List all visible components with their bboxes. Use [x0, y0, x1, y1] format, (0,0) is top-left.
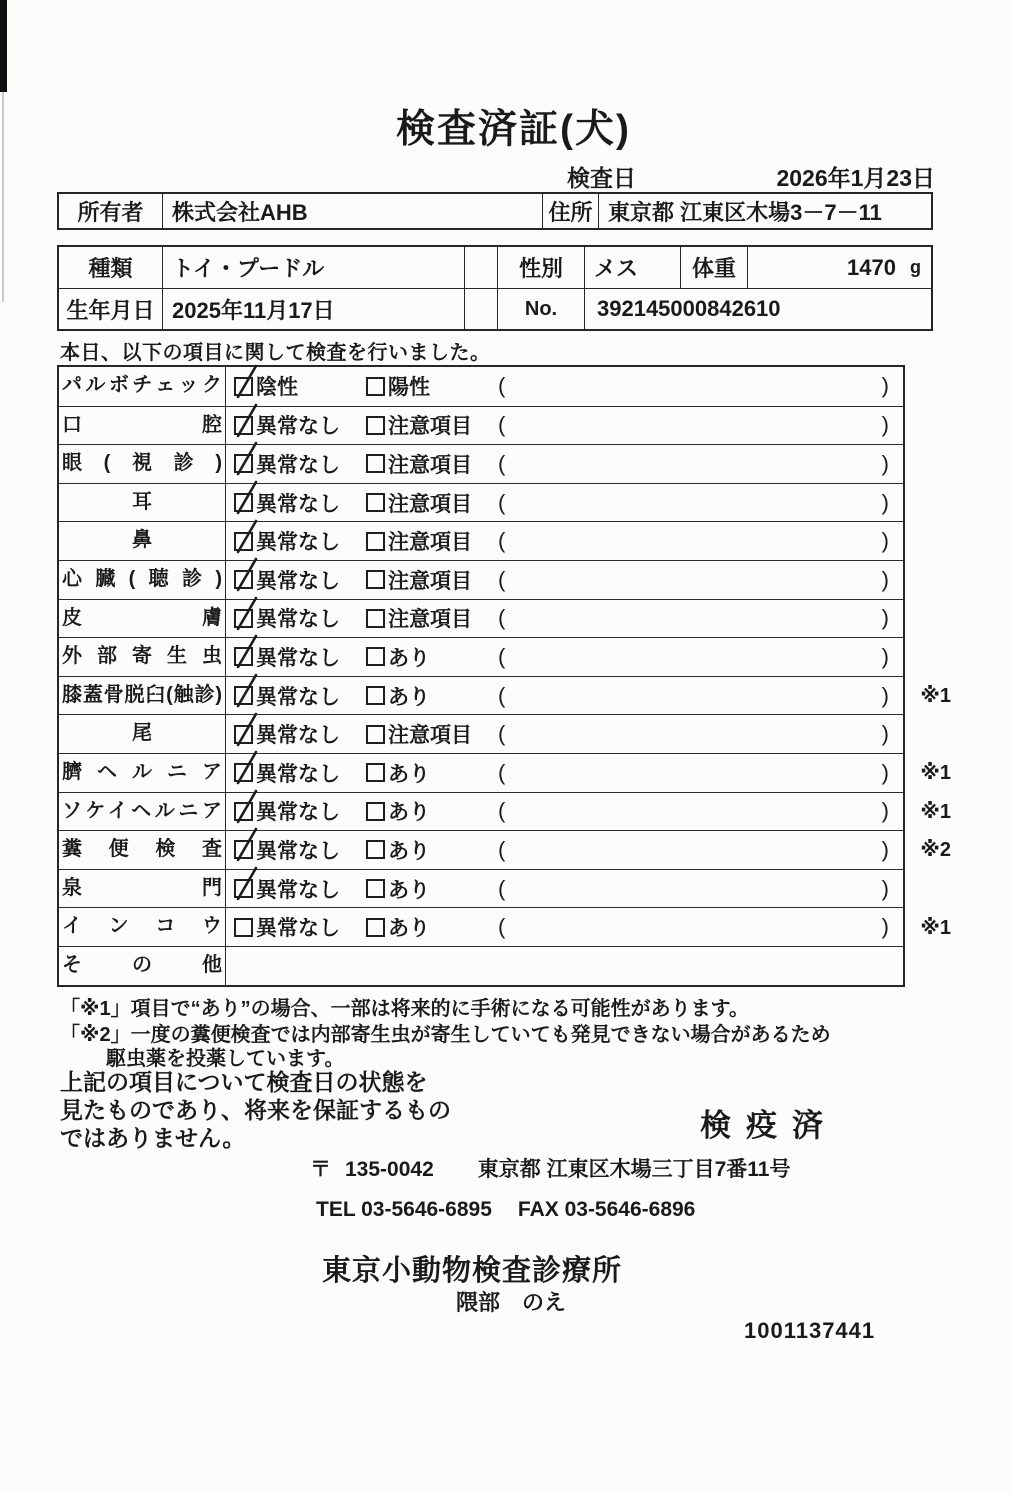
result-option-1-checkbox-checked	[234, 454, 253, 473]
exam-item-result	[226, 600, 903, 638]
note-2-line-1: 「※2」一度の糞便検査では内部寄生虫が寄生していても発見できない場合があるため	[60, 1024, 831, 1046]
remarks-paren-close: )	[881, 759, 889, 785]
exam-item-result	[226, 870, 903, 908]
exam-item-label: 尾	[59, 715, 226, 753]
spacer-cell	[464, 289, 497, 329]
check-mark-icon	[232, 633, 262, 671]
reference-mark: ※1	[920, 916, 951, 939]
remarks-paren-close: )	[881, 566, 889, 592]
result-option-1-checkbox-checked	[234, 377, 253, 396]
result-option-1-label: 異常なし	[256, 685, 340, 709]
exam-item-result	[226, 715, 903, 753]
note-2-line-2: 駆虫薬を投薬しています。	[106, 1048, 345, 1070]
result-option-2	[366, 754, 430, 792]
address-value: 東京都 江東区木場3－7－11	[598, 194, 931, 228]
intro-text: 本日、以下の項目に関して検査を行いました。	[60, 342, 491, 364]
exam-row	[59, 483, 903, 522]
result-option-2-checkbox	[366, 493, 385, 512]
exam-item-label: 皮膚	[59, 600, 226, 638]
disclaimer-line-2: 見たものであり、将来を保証するもの	[60, 1097, 451, 1123]
check-mark-icon	[232, 595, 262, 633]
remarks-paren-close: )	[881, 721, 889, 747]
result-option-2-label: あり	[388, 685, 430, 709]
remarks-paren-close: )	[881, 373, 889, 399]
info-table	[57, 245, 933, 331]
exam-item-result	[226, 754, 903, 792]
disclaimer-text	[60, 1068, 451, 1152]
exam-row	[59, 521, 903, 560]
result-option-1-label: 異常なし	[256, 724, 340, 748]
remarks-paren-close: )	[881, 682, 889, 708]
result-option-2-label: 注意項目	[388, 724, 472, 748]
result-option-2-checkbox	[366, 879, 385, 898]
remarks-paren-open: (	[498, 721, 506, 747]
result-option-2-label: 注意項目	[388, 453, 472, 477]
result-option-2-label: あり	[388, 762, 430, 786]
exam-row	[59, 907, 951, 946]
result-option-1	[234, 715, 340, 753]
exam-item-label: 糞便検査	[59, 831, 226, 869]
note-1: 「※1」項目で“あり”の場合、一部は将来的に手術になる可能性があります。	[60, 998, 749, 1020]
result-option-2-checkbox	[366, 840, 385, 859]
remarks-paren-close: )	[881, 875, 889, 901]
sex-value: メス	[584, 247, 680, 288]
examiner-name: 隈部 のえ	[456, 1290, 567, 1315]
check-mark-icon	[232, 363, 262, 401]
exam-item-result	[226, 367, 903, 406]
result-option-2-checkbox	[366, 377, 385, 396]
result-option-1	[234, 484, 340, 522]
disclaimer-line-3: ではありません。	[60, 1125, 246, 1151]
owner-label: 所有者	[77, 199, 144, 225]
no-value: 392145000842610	[584, 289, 931, 329]
result-option-2	[366, 870, 430, 908]
remarks-paren-close: )	[881, 528, 889, 554]
result-option-1	[234, 561, 340, 599]
result-option-1-label: 陰性	[256, 376, 298, 400]
exam-row	[59, 792, 951, 831]
exam-row	[59, 599, 903, 638]
result-option-1	[234, 638, 340, 676]
exam-item-result	[226, 561, 903, 599]
result-option-1-label: 異常なし	[256, 531, 340, 555]
remarks-paren-close: )	[881, 836, 889, 862]
remarks-paren-open: (	[498, 682, 506, 708]
remarks-paren-close: )	[881, 914, 889, 940]
result-option-1	[234, 870, 340, 908]
postal-address-line	[310, 1153, 790, 1183]
result-option-2	[366, 522, 472, 560]
weight-cell	[747, 247, 931, 288]
info-row-1	[59, 247, 931, 288]
result-option-2	[366, 908, 430, 946]
check-mark-icon	[232, 865, 262, 903]
result-option-2-label: 陽性	[388, 376, 430, 400]
info-row-2	[59, 288, 931, 329]
remarks-paren-open: (	[498, 450, 506, 476]
result-option-2	[366, 561, 472, 599]
result-option-1-label: 異常なし	[256, 646, 340, 670]
result-option-2-label: あり	[388, 646, 430, 670]
exam-item-result	[226, 793, 903, 831]
result-option-1-checkbox-checked	[234, 493, 253, 512]
exam-item-result	[226, 947, 903, 985]
result-option-1-label: 異常なし	[256, 839, 340, 863]
remarks-paren-open: (	[498, 528, 506, 554]
quarantine-stamp: 検疫済	[700, 1108, 838, 1143]
result-option-1-checkbox-checked	[234, 609, 253, 628]
result-option-1	[234, 793, 340, 831]
result-option-1	[234, 677, 340, 715]
clinic-name: 東京小動物検査診療所	[322, 1255, 623, 1287]
check-mark-icon	[232, 749, 262, 787]
serial-number: 1001137441	[744, 1318, 876, 1343]
tel-fax-line	[316, 1198, 695, 1222]
postal-code: 135-0042	[345, 1158, 434, 1181]
result-option-1-label: 異常なし	[256, 801, 340, 825]
result-option-2-label: 注意項目	[388, 415, 472, 439]
exam-item-label: その他	[59, 947, 226, 985]
reference-mark: ※1	[920, 685, 951, 708]
result-option-2-checkbox	[366, 802, 385, 821]
reference-mark: ※1	[920, 762, 951, 785]
remarks-paren-close: )	[881, 798, 889, 824]
exam-item-label: 口腔	[59, 407, 226, 445]
result-option-2	[366, 407, 472, 445]
result-option-1-label: 異常なし	[256, 917, 340, 941]
result-option-2-checkbox	[366, 763, 385, 782]
breed-value: トイ・プードル	[162, 247, 464, 288]
result-option-1	[234, 600, 340, 638]
exam-item-label: 心臓(聴診)	[59, 561, 226, 599]
exam-row	[59, 637, 903, 676]
sex-label: 性別	[497, 247, 584, 288]
result-option-2	[366, 445, 472, 483]
inspection-date-label: 検査日	[567, 165, 636, 191]
result-option-1-label: 異常なし	[256, 569, 340, 593]
weight-value: 1470	[847, 254, 896, 280]
result-option-1-checkbox-checked	[234, 840, 253, 859]
result-option-2-label: 注意項目	[388, 492, 472, 516]
check-mark-icon	[232, 672, 262, 710]
remarks-paren-open: (	[498, 373, 506, 399]
result-option-2-label: 注意項目	[388, 608, 472, 632]
exam-row	[59, 406, 903, 445]
exam-item-result	[226, 445, 903, 483]
birth-label: 生年月日	[66, 297, 155, 323]
result-option-2-label: あり	[388, 839, 430, 863]
result-option-1-label: 異常なし	[256, 492, 340, 516]
check-mark-icon	[232, 556, 262, 594]
clinic-address: 東京都 江東区木場三丁目7番11号	[477, 1158, 791, 1181]
remarks-paren-open: (	[498, 643, 506, 669]
exam-item-label: 膝蓋骨脱臼(触診)	[59, 677, 226, 715]
exam-item-label: インコウ	[59, 908, 226, 946]
exam-row	[59, 367, 903, 406]
result-option-2-checkbox	[366, 532, 385, 551]
exam-item-result	[226, 407, 903, 445]
result-option-2-checkbox	[366, 454, 385, 473]
weight-label: 体重	[680, 247, 747, 288]
scan-edge-artifact-faint	[2, 92, 4, 302]
check-mark-icon	[232, 711, 262, 749]
inspection-date-line	[0, 160, 935, 190]
exam-row	[59, 869, 903, 908]
fax-number: FAX 03-5646-6896	[517, 1198, 696, 1221]
check-mark-icon	[232, 402, 262, 440]
result-option-1-checkbox-checked	[234, 570, 253, 589]
result-option-2-label: 注意項目	[388, 531, 472, 555]
result-option-2	[366, 715, 472, 753]
remarks-paren-close: )	[881, 605, 889, 631]
result-option-1	[234, 445, 340, 483]
result-option-2-checkbox	[366, 647, 385, 666]
remarks-paren-open: (	[498, 412, 506, 438]
remarks-paren-open: (	[498, 759, 506, 785]
result-option-1-label: 異常なし	[256, 878, 340, 902]
exam-item-label: パルボチェック	[59, 367, 226, 406]
exam-item-result	[226, 677, 903, 715]
exam-item-label: 泉門	[59, 870, 226, 908]
result-option-2	[366, 831, 430, 869]
result-option-2-label: 注意項目	[388, 569, 472, 593]
exam-table	[57, 365, 951, 987]
breed-label: 種類	[88, 256, 133, 281]
page-title: 検査済証(犬)	[396, 108, 631, 151]
remarks-paren-open: (	[498, 489, 506, 515]
reference-mark: ※1	[920, 800, 951, 823]
exam-item-label: 眼(視診)	[59, 445, 226, 483]
remarks-paren-open: (	[498, 914, 506, 940]
no-label: No.	[497, 289, 584, 329]
result-option-2-checkbox	[366, 416, 385, 435]
owner-value: 株式会社AHB	[162, 194, 542, 228]
weight-unit: g	[910, 257, 921, 277]
exam-row	[59, 444, 903, 483]
result-option-1	[234, 831, 340, 869]
result-option-1-checkbox-checked	[234, 725, 253, 744]
result-option-1	[234, 407, 340, 445]
result-option-1	[234, 908, 340, 946]
remarks-paren-close: )	[881, 489, 889, 515]
check-mark-icon	[232, 479, 262, 517]
address-label: 住所	[542, 194, 598, 228]
remarks-paren-close: )	[881, 643, 889, 669]
result-option-1-checkbox-checked	[234, 647, 253, 666]
disclaimer-line-1: 上記の項目について検査日の状態を	[60, 1069, 428, 1095]
exam-row	[59, 676, 951, 715]
exam-row	[59, 946, 903, 985]
result-option-2-checkbox	[366, 570, 385, 589]
remarks-paren-open: (	[498, 836, 506, 862]
result-option-1-checkbox-checked	[234, 416, 253, 435]
result-option-2-checkbox	[366, 686, 385, 705]
remarks-paren-close: )	[881, 412, 889, 438]
exam-item-label: 鼻	[59, 522, 226, 560]
exam-item-label: 臍ヘルニア	[59, 754, 226, 792]
exam-item-label: ソケイヘルニア	[59, 793, 226, 831]
exam-item-label: 耳	[59, 484, 226, 522]
exam-item-result	[226, 522, 903, 560]
result-option-2	[366, 367, 430, 406]
remarks-paren-open: (	[498, 566, 506, 592]
reference-mark: ※2	[920, 839, 951, 862]
result-option-2	[366, 677, 430, 715]
check-mark-icon	[232, 788, 262, 826]
result-option-1-label: 異常なし	[256, 608, 340, 632]
check-mark-icon	[232, 826, 262, 864]
result-option-1-checkbox-checked	[234, 879, 253, 898]
result-option-2-label: あり	[388, 917, 430, 941]
result-option-2-checkbox	[366, 609, 385, 628]
postal-mark: 〒	[310, 1158, 331, 1181]
exam-row	[59, 714, 903, 753]
result-option-1-label: 異常なし	[256, 762, 340, 786]
result-option-1-checkbox-checked	[234, 532, 253, 551]
result-option-1-label: 異常なし	[256, 453, 340, 477]
scan-edge-artifact	[0, 0, 7, 92]
remarks-paren-open: (	[498, 798, 506, 824]
exam-item-label: 外部寄生虫	[59, 638, 226, 676]
result-option-1-checkbox-checked	[234, 686, 253, 705]
owner-table	[57, 192, 933, 230]
inspection-date-value: 2026年1月23日	[776, 165, 935, 191]
result-option-2	[366, 793, 430, 831]
exam-row	[59, 830, 951, 869]
result-option-2-checkbox	[366, 918, 385, 937]
result-option-1	[234, 367, 298, 406]
remarks-paren-open: (	[498, 875, 506, 901]
result-option-1-checkbox-checked	[234, 763, 253, 782]
check-mark-icon	[232, 518, 262, 556]
birth-value: 2025年11月17日	[162, 289, 464, 329]
result-option-2	[366, 600, 472, 638]
result-option-2-label: あり	[388, 878, 430, 902]
remarks-paren-open: (	[498, 605, 506, 631]
tel-number: TEL 03-5646-6895	[316, 1198, 492, 1221]
result-option-1-checkbox-checked	[234, 802, 253, 821]
exam-item-result	[226, 484, 903, 522]
exam-row	[59, 560, 903, 599]
remarks-paren-close: )	[881, 450, 889, 476]
exam-item-result	[226, 908, 903, 946]
exam-row	[59, 753, 951, 792]
result-option-1	[234, 522, 340, 560]
check-mark-icon	[232, 440, 262, 478]
result-option-2	[366, 484, 472, 522]
result-option-2-checkbox	[366, 725, 385, 744]
spacer-cell	[464, 247, 497, 288]
result-option-1	[234, 754, 340, 792]
result-option-2	[366, 638, 430, 676]
result-option-1-checkbox	[234, 918, 253, 937]
result-option-2-label: あり	[388, 801, 430, 825]
result-option-1-label: 異常なし	[256, 415, 340, 439]
exam-item-result	[226, 831, 903, 869]
owner-row	[59, 194, 931, 228]
exam-item-result	[226, 638, 903, 676]
